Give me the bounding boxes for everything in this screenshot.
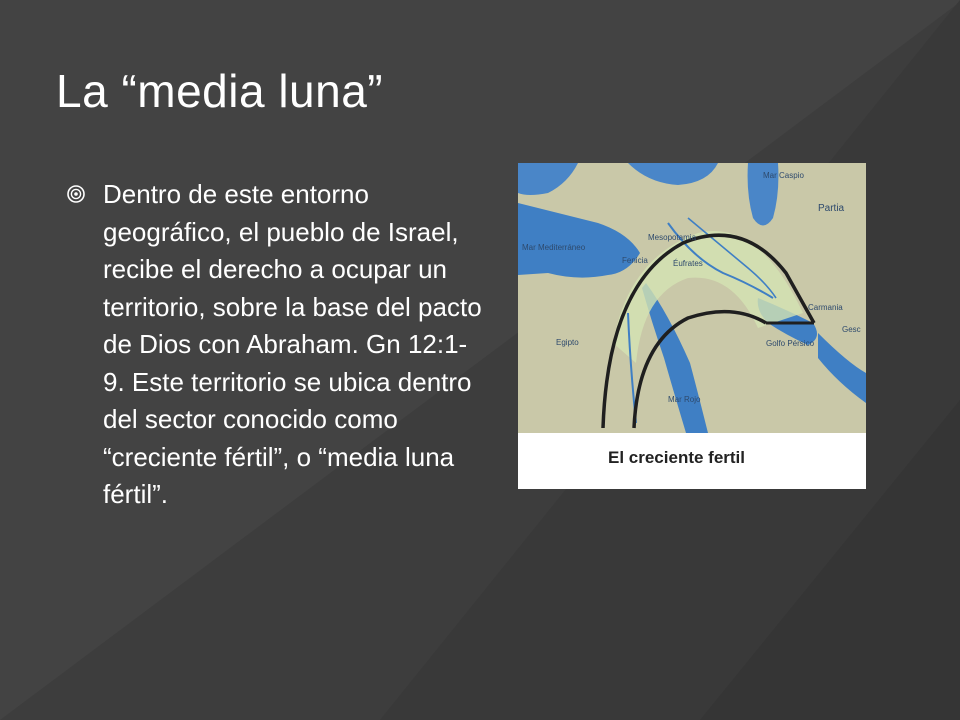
label-fenicia: Fenicia: [622, 256, 648, 265]
label-caspio: Mar Caspio: [763, 171, 804, 180]
bullet-text: Dentro de este entorno geográfico, el pueblo de Israel, recibe el derecho a ocupar un territorio, sobre la base del pacto de Dios con Abraham. Gn 12:1-9. Este territorio se ubica dentro del sector conocido como “creciente fértil”, o “media luna fértil”.: [103, 179, 482, 509]
label-carmania: Carmania: [808, 303, 843, 312]
label-golfo: Golfo Pérsico: [766, 339, 815, 348]
fertile-crescent-map: [518, 163, 866, 489]
label-mediterraneo: Mar Mediterráneo: [522, 243, 586, 252]
map-image: [518, 163, 866, 433]
map-caption: El creciente fertil: [608, 448, 746, 467]
label-gesc: Gesc: [842, 325, 861, 334]
label-mesopotamia: Mesopotamia: [648, 233, 697, 242]
slide-title: La “media luna”: [56, 65, 384, 117]
label-mar-rojo: Mar Rojo: [668, 395, 701, 404]
label-egipto: Egipto: [556, 338, 579, 347]
bullet-list: [66, 176, 486, 514]
target-icon: [66, 184, 86, 204]
label-eufrates: Éufrates: [673, 259, 703, 268]
label-partia: Partia: [818, 203, 845, 214]
